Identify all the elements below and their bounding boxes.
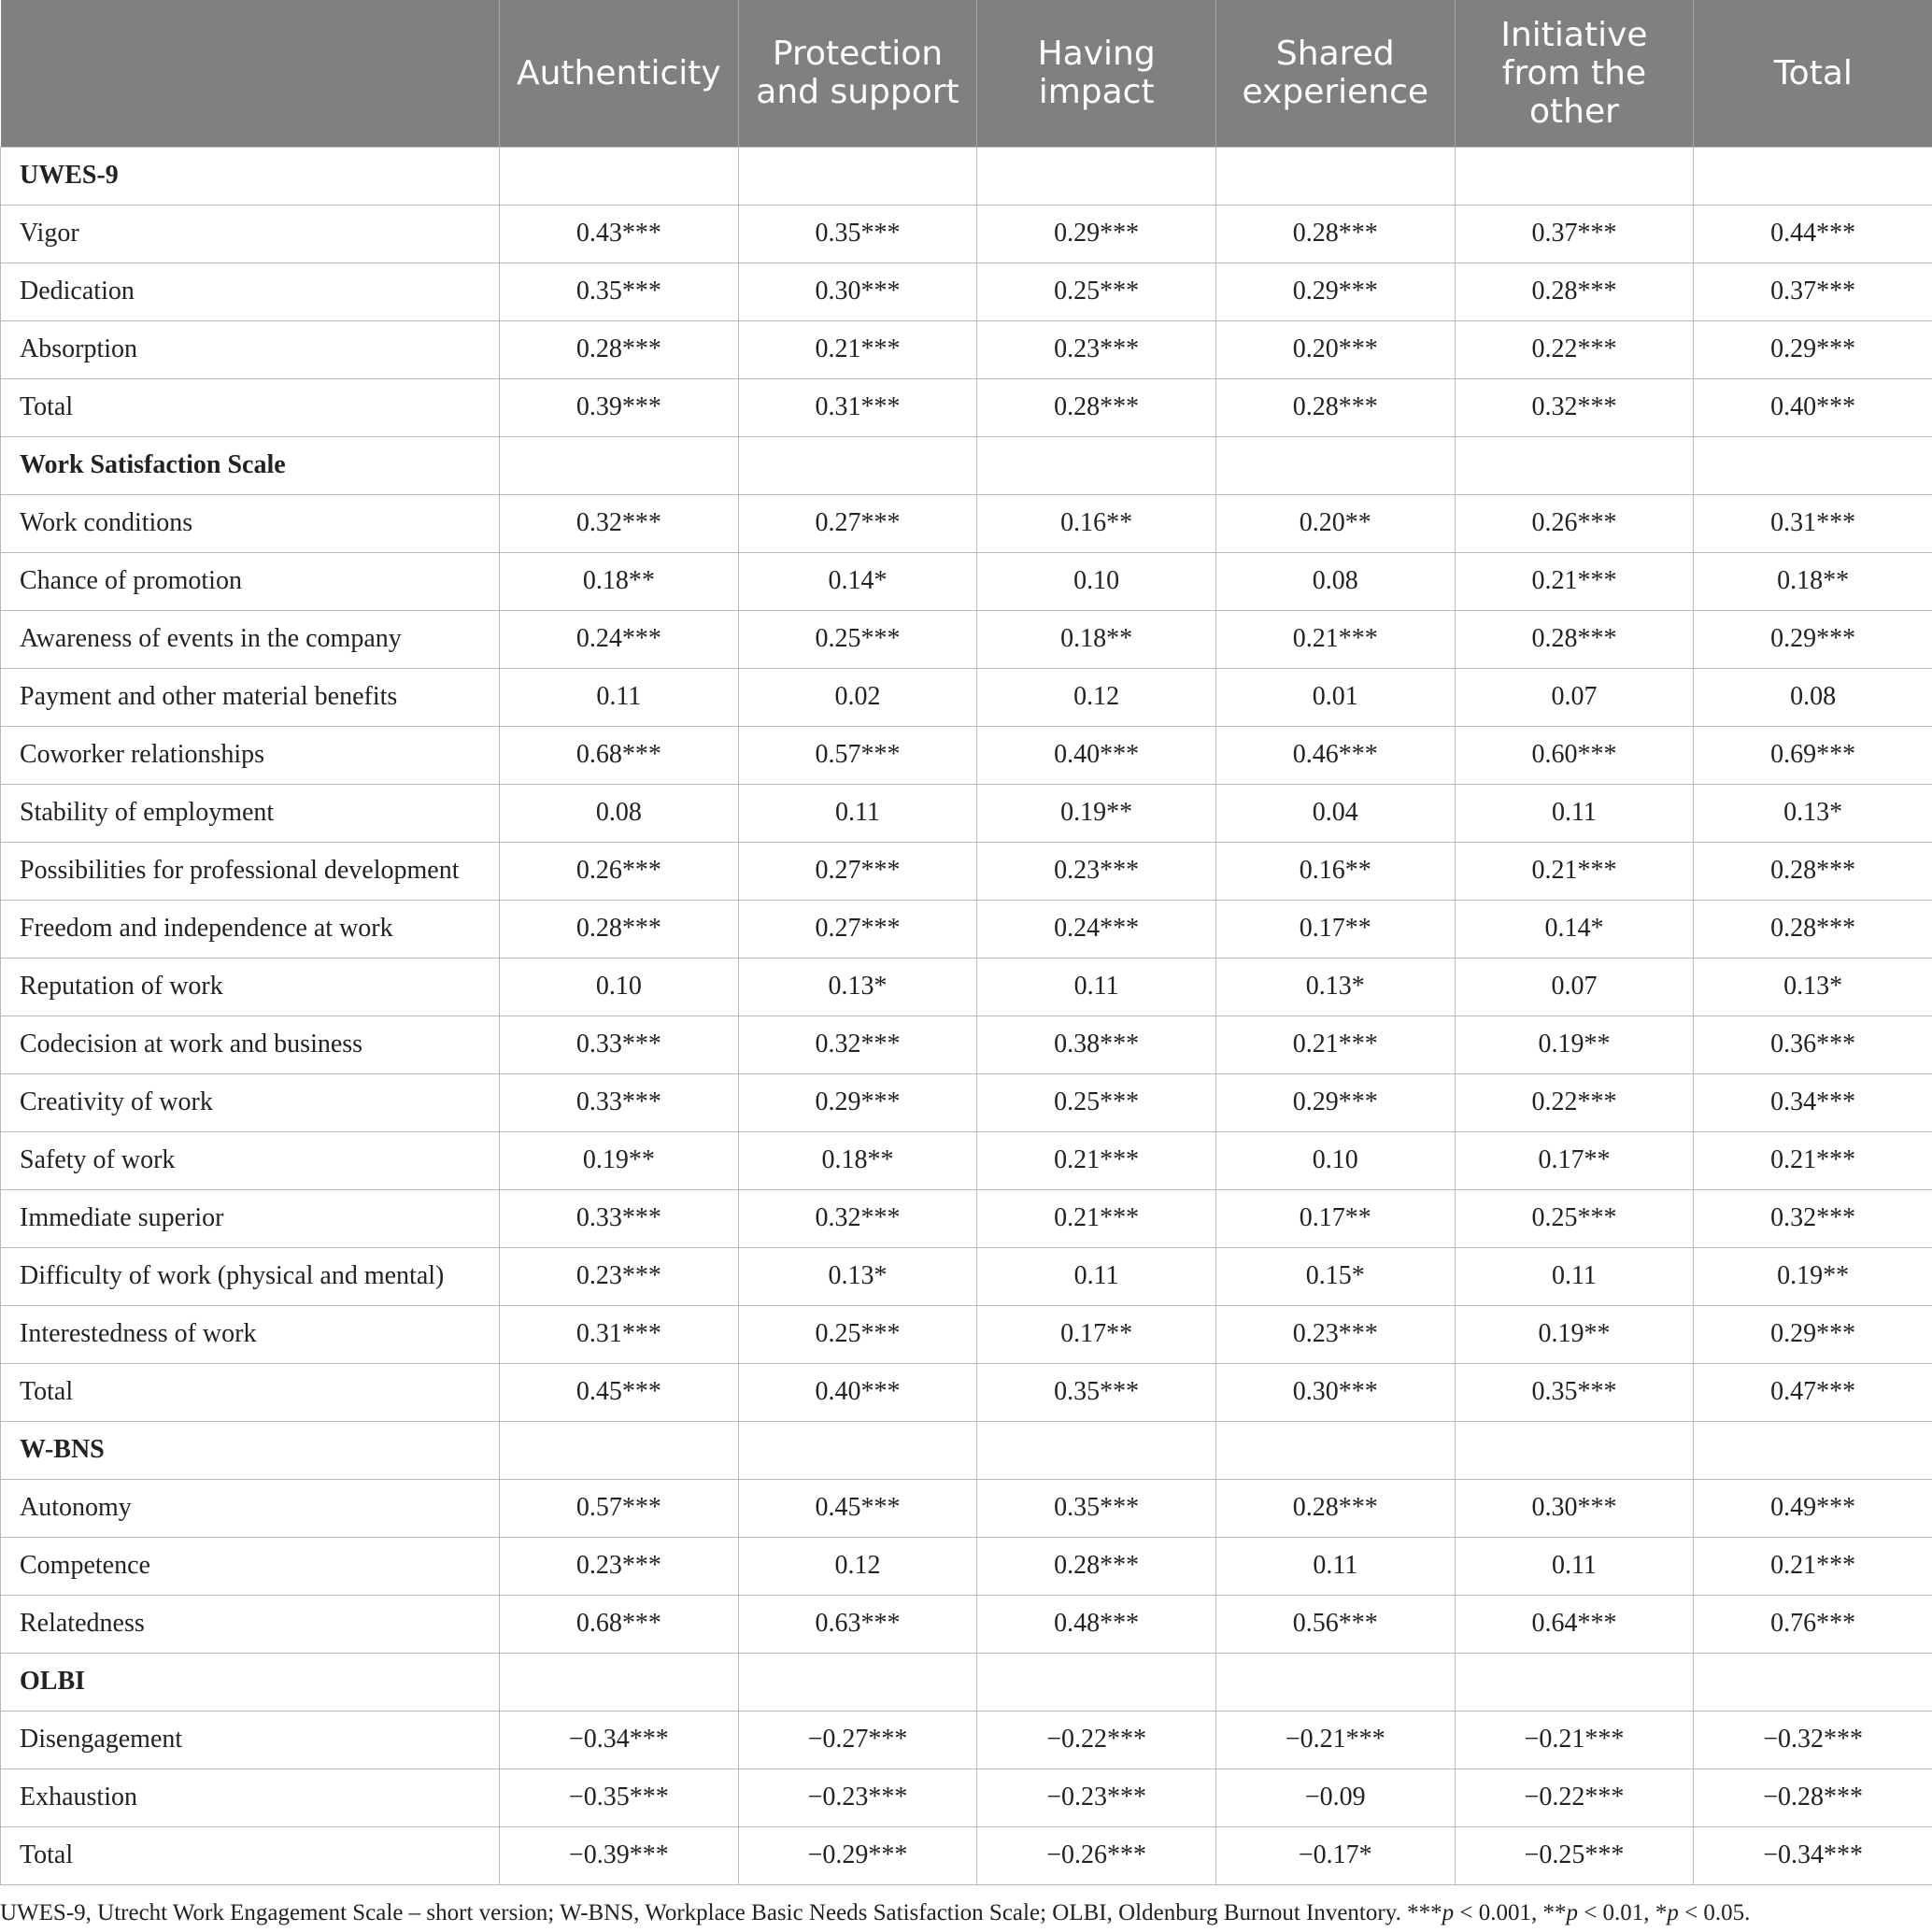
table-cell: 0.24*** bbox=[500, 610, 739, 668]
table-cell: 0.11 bbox=[500, 668, 739, 726]
table-cell: 0.23*** bbox=[500, 1537, 739, 1595]
footnote-p3-stars: * bbox=[1655, 1899, 1668, 1925]
table-cell bbox=[738, 147, 977, 205]
table-cell: 0.60*** bbox=[1455, 726, 1694, 784]
table-cell: 0.21*** bbox=[977, 1131, 1216, 1189]
table-cell: 0.32*** bbox=[738, 1189, 977, 1247]
table-cell: 0.04 bbox=[1215, 784, 1455, 842]
table-cell bbox=[738, 1653, 977, 1711]
table-row bbox=[1, 1537, 1932, 1595]
table-cell: 0.11 bbox=[1215, 1537, 1455, 1595]
row-label: Codecision at work and business bbox=[1, 1016, 500, 1073]
table-cell: 0.40*** bbox=[977, 726, 1216, 784]
table-cell: 0.01 bbox=[1215, 668, 1455, 726]
table-cell: 0.47*** bbox=[1694, 1363, 1932, 1421]
table-cell: 0.07 bbox=[1455, 668, 1694, 726]
table-cell: 0.34*** bbox=[1694, 1073, 1932, 1131]
footnote-p1-symbol: p bbox=[1442, 1899, 1455, 1925]
table-cell: 0.26*** bbox=[1455, 494, 1694, 552]
table-cell: 0.17** bbox=[1455, 1131, 1694, 1189]
table-cell bbox=[1455, 436, 1694, 494]
table-cell: 0.40*** bbox=[738, 1363, 977, 1421]
row-label: Awareness of events in the company bbox=[1, 610, 500, 668]
table-cell: 0.17** bbox=[1215, 1189, 1455, 1247]
row-label: Freedom and independence at work bbox=[1, 900, 500, 958]
footnote-p2-threshold: < 0.01, bbox=[1577, 1899, 1655, 1925]
table-cell: 0.56*** bbox=[1215, 1595, 1455, 1653]
table-cell: 0.64*** bbox=[1455, 1595, 1694, 1653]
table-cell: 0.19** bbox=[1455, 1016, 1694, 1073]
table-cell: 0.17** bbox=[1215, 900, 1455, 958]
table-cell: 0.25*** bbox=[738, 610, 977, 668]
table-cell: 0.28*** bbox=[1694, 900, 1932, 958]
table-cell: 0.32*** bbox=[500, 494, 739, 552]
table-cell: 0.28*** bbox=[1215, 378, 1455, 436]
table-cell: 0.21*** bbox=[738, 320, 977, 378]
table-row bbox=[1, 1305, 1932, 1363]
table-cell: −0.21*** bbox=[1455, 1711, 1694, 1769]
row-label: Work conditions bbox=[1, 494, 500, 552]
table-cell: 0.29*** bbox=[1694, 610, 1932, 668]
table-cell: 0.21*** bbox=[977, 1189, 1216, 1247]
table-cell: 0.57*** bbox=[500, 1479, 739, 1537]
table-cell: 0.31*** bbox=[1694, 494, 1932, 552]
section-label: W-BNS bbox=[1, 1421, 500, 1479]
table-cell: 0.21*** bbox=[1215, 1016, 1455, 1073]
header-cell-protection-and-support: Protection and support bbox=[738, 0, 977, 147]
table-cell: 0.27*** bbox=[738, 842, 977, 900]
section-row bbox=[1, 1653, 1932, 1711]
table-cell bbox=[1455, 1421, 1694, 1479]
table-cell: 0.57*** bbox=[738, 726, 977, 784]
section-row bbox=[1, 436, 1932, 494]
table-cell bbox=[1694, 1653, 1932, 1711]
row-label: Possibilities for professional development bbox=[1, 842, 500, 900]
row-label: Vigor bbox=[1, 205, 500, 263]
row-label: Absorption bbox=[1, 320, 500, 378]
table-cell: −0.09 bbox=[1215, 1769, 1455, 1826]
table-cell: 0.25*** bbox=[738, 1305, 977, 1363]
table-cell: 0.11 bbox=[1455, 1537, 1694, 1595]
table-cell: 0.35*** bbox=[738, 205, 977, 263]
table-cell bbox=[1215, 147, 1455, 205]
table-body bbox=[1, 147, 1932, 1884]
table-row bbox=[1, 1363, 1932, 1421]
footnote-p1-threshold: < 0.001, bbox=[1454, 1899, 1543, 1925]
table-cell: 0.13* bbox=[1215, 958, 1455, 1016]
table-row bbox=[1, 1073, 1932, 1131]
table-cell: 0.21*** bbox=[1455, 842, 1694, 900]
table-cell: 0.68*** bbox=[500, 726, 739, 784]
table-cell: 0.69*** bbox=[1694, 726, 1932, 784]
table-cell: 0.02 bbox=[738, 668, 977, 726]
table-cell: 0.31*** bbox=[738, 378, 977, 436]
table-cell: 0.37*** bbox=[1455, 205, 1694, 263]
table-cell bbox=[977, 1653, 1216, 1711]
table-cell: 0.17** bbox=[977, 1305, 1216, 1363]
table-cell: 0.76*** bbox=[1694, 1595, 1932, 1653]
table-cell bbox=[738, 1421, 977, 1479]
table-cell: 0.23*** bbox=[1215, 1305, 1455, 1363]
table-cell bbox=[500, 1653, 739, 1711]
table-cell bbox=[500, 1421, 739, 1479]
table-row bbox=[1, 378, 1932, 436]
header-cell-total: Total bbox=[1694, 0, 1932, 147]
table-row bbox=[1, 610, 1932, 668]
table-cell: 0.16** bbox=[977, 494, 1216, 552]
row-label: Reputation of work bbox=[1, 958, 500, 1016]
table-cell: 0.08 bbox=[1215, 552, 1455, 610]
table-cell: 0.28*** bbox=[500, 320, 739, 378]
table-cell: 0.68*** bbox=[500, 1595, 739, 1653]
header-cell-initiative-from-the-other: Initiative from the other bbox=[1455, 0, 1694, 147]
table-row bbox=[1, 1189, 1932, 1247]
table-cell: 0.16** bbox=[1215, 842, 1455, 900]
table-row bbox=[1, 320, 1932, 378]
table-cell: 0.28*** bbox=[977, 1537, 1216, 1595]
table-cell: 0.23*** bbox=[977, 320, 1216, 378]
table-cell: 0.49*** bbox=[1694, 1479, 1932, 1537]
row-label: Dedication bbox=[1, 263, 500, 320]
table-cell: 0.14* bbox=[1455, 900, 1694, 958]
table-cell: 0.07 bbox=[1455, 958, 1694, 1016]
table-cell: 0.11 bbox=[1455, 784, 1694, 842]
table-cell: 0.35*** bbox=[977, 1479, 1216, 1537]
table-cell: 0.24*** bbox=[977, 900, 1216, 958]
row-label: Immediate superior bbox=[1, 1189, 500, 1247]
section-label: Work Satisfaction Scale bbox=[1, 436, 500, 494]
table-cell: 0.35*** bbox=[1455, 1363, 1694, 1421]
row-label: Stability of employment bbox=[1, 784, 500, 842]
table-row bbox=[1, 263, 1932, 320]
table-cell: 0.29*** bbox=[1694, 1305, 1932, 1363]
table-cell: −0.17* bbox=[1215, 1826, 1455, 1884]
table-row bbox=[1, 726, 1932, 784]
table-cell: 0.28*** bbox=[977, 378, 1216, 436]
table-cell bbox=[500, 147, 739, 205]
table-cell: 0.08 bbox=[1694, 668, 1932, 726]
table-cell: 0.18** bbox=[500, 552, 739, 610]
table-cell: 0.10 bbox=[500, 958, 739, 1016]
table-cell: 0.20*** bbox=[1215, 320, 1455, 378]
table-cell: −0.32*** bbox=[1694, 1711, 1932, 1769]
table-row bbox=[1, 900, 1932, 958]
row-label: Interestedness of work bbox=[1, 1305, 500, 1363]
table-cell: 0.36*** bbox=[1694, 1016, 1932, 1073]
table-cell: 0.21*** bbox=[1694, 1537, 1932, 1595]
header-cell-shared-experience: Shared experience bbox=[1215, 0, 1455, 147]
table-cell bbox=[977, 147, 1216, 205]
table-cell: −0.23*** bbox=[738, 1769, 977, 1826]
table-cell: −0.27*** bbox=[738, 1711, 977, 1769]
table-cell: 0.21*** bbox=[1694, 1131, 1932, 1189]
table-cell: 0.18** bbox=[977, 610, 1216, 668]
footnote bbox=[0, 1885, 1932, 1926]
table-cell: 0.28*** bbox=[500, 900, 739, 958]
table-cell: −0.29*** bbox=[738, 1826, 977, 1884]
table-cell: −0.22*** bbox=[1455, 1769, 1694, 1826]
table-cell: 0.48*** bbox=[977, 1595, 1216, 1653]
table-cell: −0.22*** bbox=[977, 1711, 1216, 1769]
row-label: Relatedness bbox=[1, 1595, 500, 1653]
row-label: Chance of promotion bbox=[1, 552, 500, 610]
table-cell: 0.13* bbox=[1694, 784, 1932, 842]
table-cell: 0.12 bbox=[977, 668, 1216, 726]
table-cell: 0.12 bbox=[738, 1537, 977, 1595]
table-cell: 0.13* bbox=[738, 958, 977, 1016]
table-cell: 0.19** bbox=[500, 1131, 739, 1189]
table-cell: 0.28*** bbox=[1215, 1479, 1455, 1537]
table-cell: 0.29*** bbox=[1694, 320, 1932, 378]
table-cell: 0.43*** bbox=[500, 205, 739, 263]
table-cell: 0.45*** bbox=[500, 1363, 739, 1421]
row-label: Exhaustion bbox=[1, 1769, 500, 1826]
table-cell: 0.11 bbox=[977, 958, 1216, 1016]
table-cell: 0.29*** bbox=[1215, 1073, 1455, 1131]
table-cell: 0.25*** bbox=[977, 263, 1216, 320]
table-cell: −0.25*** bbox=[1455, 1826, 1694, 1884]
table-row bbox=[1, 668, 1932, 726]
table-cell: −0.39*** bbox=[500, 1826, 739, 1884]
table-cell: 0.11 bbox=[1455, 1247, 1694, 1305]
table-cell: 0.31*** bbox=[500, 1305, 739, 1363]
table-cell: 0.08 bbox=[500, 784, 739, 842]
table-cell: 0.21*** bbox=[1215, 610, 1455, 668]
table-cell: 0.10 bbox=[1215, 1131, 1455, 1189]
table-cell: 0.19** bbox=[1694, 1247, 1932, 1305]
table-cell: −0.23*** bbox=[977, 1769, 1216, 1826]
table-cell: 0.38*** bbox=[977, 1016, 1216, 1073]
header-row bbox=[1, 0, 1932, 147]
section-row bbox=[1, 1421, 1932, 1479]
table-cell bbox=[1215, 1421, 1455, 1479]
table-row bbox=[1, 1595, 1932, 1653]
table-cell: 0.19** bbox=[977, 784, 1216, 842]
table-cell: 0.23*** bbox=[500, 1247, 739, 1305]
table-cell: 0.35*** bbox=[977, 1363, 1216, 1421]
table-cell: 0.11 bbox=[977, 1247, 1216, 1305]
header-cell-having-impact: Having impact bbox=[977, 0, 1216, 147]
table-cell: 0.37*** bbox=[1694, 263, 1932, 320]
table-row bbox=[1, 1016, 1932, 1073]
table-cell: 0.20** bbox=[1215, 494, 1455, 552]
header-cell-corner bbox=[1, 0, 500, 147]
table-cell: 0.30*** bbox=[738, 263, 977, 320]
table-cell: 0.46*** bbox=[1215, 726, 1455, 784]
table-cell: 0.27*** bbox=[738, 900, 977, 958]
table-cell: 0.11 bbox=[738, 784, 977, 842]
table-cell: −0.28*** bbox=[1694, 1769, 1932, 1826]
table-row bbox=[1, 1769, 1932, 1826]
table-cell: 0.33*** bbox=[500, 1189, 739, 1247]
table-cell: 0.26*** bbox=[500, 842, 739, 900]
table-row bbox=[1, 1131, 1932, 1189]
row-label: Creativity of work bbox=[1, 1073, 500, 1131]
table-cell: 0.44*** bbox=[1694, 205, 1932, 263]
table-cell bbox=[1455, 1653, 1694, 1711]
table-cell bbox=[1694, 436, 1932, 494]
row-label: Autonomy bbox=[1, 1479, 500, 1537]
table-cell: −0.34*** bbox=[500, 1711, 739, 1769]
table-cell bbox=[738, 436, 977, 494]
row-label: Disengagement bbox=[1, 1711, 500, 1769]
table-cell: 0.13* bbox=[1694, 958, 1932, 1016]
table-cell: 0.28*** bbox=[1455, 263, 1694, 320]
table-row bbox=[1, 842, 1932, 900]
footnote-p3-threshold: < 0.05. bbox=[1678, 1899, 1751, 1925]
table-cell: 0.27*** bbox=[738, 494, 977, 552]
table-row bbox=[1, 205, 1932, 263]
table-cell: 0.39*** bbox=[500, 378, 739, 436]
table-row bbox=[1, 1479, 1932, 1537]
table-cell: −0.34*** bbox=[1694, 1826, 1932, 1884]
table-cell: 0.18** bbox=[1694, 552, 1932, 610]
table-cell: 0.23*** bbox=[977, 842, 1216, 900]
table-cell bbox=[1694, 147, 1932, 205]
table-cell: −0.21*** bbox=[1215, 1711, 1455, 1769]
row-label: Coworker relationships bbox=[1, 726, 500, 784]
table-cell: 0.30*** bbox=[1215, 1363, 1455, 1421]
table-cell: 0.15* bbox=[1215, 1247, 1455, 1305]
table-cell bbox=[1455, 147, 1694, 205]
table-cell: −0.35*** bbox=[500, 1769, 739, 1826]
row-label: Total bbox=[1, 1826, 500, 1884]
table-row bbox=[1, 1247, 1932, 1305]
row-label: Safety of work bbox=[1, 1131, 500, 1189]
row-label: Competence bbox=[1, 1537, 500, 1595]
table-row bbox=[1, 958, 1932, 1016]
table-cell: 0.33*** bbox=[500, 1073, 739, 1131]
table-cell: 0.18** bbox=[738, 1131, 977, 1189]
table-cell: 0.19** bbox=[1455, 1305, 1694, 1363]
table-cell: 0.29*** bbox=[977, 205, 1216, 263]
table-row bbox=[1, 552, 1932, 610]
section-row bbox=[1, 147, 1932, 205]
table-cell: 0.29*** bbox=[1215, 263, 1455, 320]
table-row bbox=[1, 1711, 1932, 1769]
table-cell: 0.21*** bbox=[1455, 552, 1694, 610]
table-cell: 0.45*** bbox=[738, 1479, 977, 1537]
table-cell: 0.63*** bbox=[738, 1595, 977, 1653]
table-cell bbox=[977, 1421, 1216, 1479]
table-row bbox=[1, 494, 1932, 552]
table-row bbox=[1, 784, 1932, 842]
row-label: Payment and other material benefits bbox=[1, 668, 500, 726]
table-cell: 0.10 bbox=[977, 552, 1216, 610]
row-label: Total bbox=[1, 1363, 500, 1421]
table-cell: 0.28*** bbox=[1215, 205, 1455, 263]
table-cell: 0.25*** bbox=[1455, 1189, 1694, 1247]
footnote-p3-symbol: p bbox=[1667, 1899, 1679, 1925]
footnote-abbreviations: UWES-9, Utrecht Work Engagement Scale – short version; W-BNS, Workplace Basic Needs Satisfaction Scale; OLBI, Oldenburg Burnout Inventory. bbox=[0, 1899, 1401, 1925]
table-cell bbox=[1694, 1421, 1932, 1479]
section-label: OLBI bbox=[1, 1653, 500, 1711]
table-cell: 0.25*** bbox=[977, 1073, 1216, 1131]
table-row bbox=[1, 1826, 1932, 1884]
section-label: UWES-9 bbox=[1, 147, 500, 205]
row-label: Total bbox=[1, 378, 500, 436]
table-cell: 0.14* bbox=[738, 552, 977, 610]
table-cell: 0.32*** bbox=[738, 1016, 977, 1073]
footnote-p2-symbol: p bbox=[1566, 1899, 1578, 1925]
table-cell: 0.40*** bbox=[1694, 378, 1932, 436]
table-cell: −0.26*** bbox=[977, 1826, 1216, 1884]
table-cell: 0.28*** bbox=[1455, 610, 1694, 668]
row-label: Difficulty of work (physical and mental) bbox=[1, 1247, 500, 1305]
table-cell: 0.29*** bbox=[738, 1073, 977, 1131]
header-cell-authenticity: Authenticity bbox=[500, 0, 739, 147]
table-cell: 0.30*** bbox=[1455, 1479, 1694, 1537]
footnote-p1-stars: *** bbox=[1407, 1899, 1442, 1925]
table-cell bbox=[1215, 1653, 1455, 1711]
table-cell: 0.22*** bbox=[1455, 320, 1694, 378]
footnote-p2-stars: ** bbox=[1542, 1899, 1567, 1925]
table-cell: 0.33*** bbox=[500, 1016, 739, 1073]
table-cell: 0.22*** bbox=[1455, 1073, 1694, 1131]
table-cell bbox=[1215, 436, 1455, 494]
table-cell: 0.28*** bbox=[1694, 842, 1932, 900]
table-cell: 0.32*** bbox=[1694, 1189, 1932, 1247]
table-cell bbox=[977, 436, 1216, 494]
table-cell: 0.32*** bbox=[1455, 378, 1694, 436]
table-cell: 0.35*** bbox=[500, 263, 739, 320]
table-cell bbox=[500, 436, 739, 494]
table-cell: 0.13* bbox=[738, 1247, 977, 1305]
